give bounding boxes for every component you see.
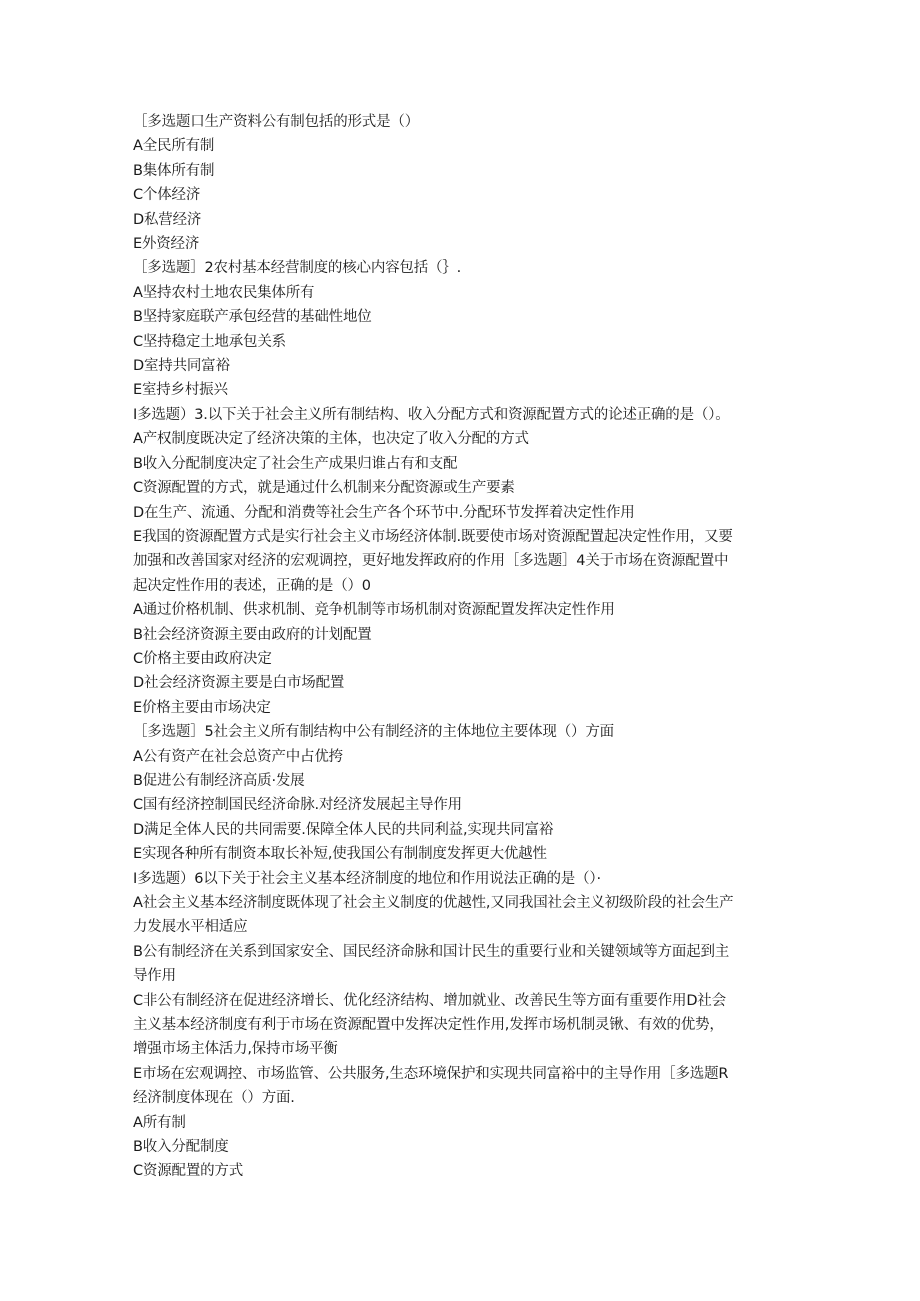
- question-5-option-d: D满足全体人民的共同需要.保障全体人民的共同利益,实现共同富裕: [133, 821, 554, 838]
- question-6-option-a: A社会主义基本经济制度既体现了社会主义制度的优越性,又同我国社会主义初级阶段的社会生产: [133, 895, 734, 911]
- question-6-option-d-cont: 主义基本经济制度有利于市场在资源配置中发挥决定性作用,发挥市场机制灵锹、有效的优势，: [133, 1017, 724, 1034]
- question-3-stem: I多选题）3.以下关于社会主义所有制结构、收入分配方式和资源配置方式的论述正确的是（）。: [133, 406, 730, 423]
- question-4-option-b: B社会经济资源主要由政府的计划配置: [133, 626, 372, 643]
- question-5-option-b: B促进公有制经济高质·发展: [133, 772, 305, 789]
- question-1-option-a: A全民所有制: [133, 138, 215, 155]
- question-2-option-a: A坚持农村土地农民集体所有: [133, 284, 315, 301]
- question-6-option-c: C非公有制经济在促进经济增长、优化经济结构、增加就业、改善民生等方面有重要作用D社会: [133, 992, 726, 1009]
- question-6-option-d-cont-2: 增强市场主体活力,保持市场平衡: [133, 1041, 338, 1058]
- question-4-option-e: E价格主要由市场决定: [133, 699, 271, 716]
- document-body: [133, 110, 793, 1184]
- question-4-stem-cont: 起决定性作用的表述，正确的是（）0: [133, 577, 371, 594]
- question-1-option-e: E外资经济: [133, 236, 200, 253]
- question-6-option-a-cont: 力发展水平相适应: [133, 919, 248, 936]
- question-3-option-c: C资源配置的方式，就是通过什么机制来分配资源或生产要素: [133, 480, 515, 497]
- question-4-option-a: A通过价格机制、供求机制、竞争机制等市场机制对资源配置发挥决定性作用: [133, 602, 615, 619]
- question-5-option-e: E实现各种所有制资本取长补短,使我国公有制制度发挥更大优越性: [133, 846, 547, 863]
- question-1-option-d: D私营经济: [133, 211, 202, 228]
- question-7-option-a: A所有制: [133, 1114, 186, 1131]
- question-4-option-d: D社会经济资源主要是白市场配置: [133, 675, 345, 692]
- question-4-option-c: C价格主要由政府决定: [133, 650, 272, 667]
- question-2-option-e: E室持乡村振兴: [133, 382, 228, 399]
- question-3-option-b: B收入分配制度决定了社会生产成果归谁占有和支配: [133, 455, 458, 472]
- question-5-option-c: C国有经济控制国民经济命脉.对经济发展起主导作用: [133, 797, 462, 814]
- question-3-option-a: A产权制度既决定了经济决策的主体，也决定了收入分配的方式: [133, 431, 529, 448]
- question-1-option-b: B集体所有制: [133, 162, 215, 179]
- question-6-option-b-cont: 导作用: [133, 968, 176, 985]
- question-3-option-d: D在生产、流通、分配和消费等社会生产各个环节中.分配环节发挥着决定性作用: [133, 504, 635, 521]
- question-2-option-b: B坚持家庭联产承包经营的基础性地位: [133, 309, 372, 326]
- question-2-option-c: C坚持稳定土地承包关系: [133, 333, 286, 350]
- question-1-stem: ［多选题口生产资料公有制包括的形式是（）: [133, 114, 419, 130]
- question-2-option-d: D室持共同富裕: [133, 358, 230, 375]
- question-7-option-b: B收入分配制度: [133, 1139, 229, 1156]
- question-6-stem: I多选题）6以下关于社会主义基本经济制度的地位和作用说法正确的是（）·: [133, 870, 601, 887]
- question-6-option-e: E市场在宏观调控、市场监管、公共服务,生态环境保护和实现共同富裕中的主导作用［多选题R: [133, 1065, 729, 1082]
- question-5-option-a: A公有资产在社会总资产中占优挎: [133, 748, 343, 765]
- question-3-option-e: E我国的资源配置方式是实行社会主义市场经济体制.既要使市场对资源配置起决定性作用，又要: [133, 528, 733, 545]
- question-7-option-c: C资源配置的方式: [133, 1163, 244, 1180]
- question-3-option-e-cont: 加强和改善国家对经济的宏观调控，更好地发挥政府的作用［多选题］4关于市场在资源配置中: [133, 553, 729, 570]
- question-7-stem-cont: 经济制度体现在（）方面.: [133, 1090, 295, 1107]
- question-6-option-b: B公有制经济在关系到国家安全、国民经济命脉和国计民生的重要行业和关键领域等方面起到主: [133, 943, 730, 960]
- question-1-option-c: C个体经济: [133, 187, 201, 204]
- question-5-stem: ［多选题］5社会主义所有制结构中公有制经济的主体地位主要体现（）方面: [133, 724, 614, 741]
- question-2-stem: ［多选题］2农村基本经营制度的核心内容包括（｝.: [133, 260, 462, 277]
